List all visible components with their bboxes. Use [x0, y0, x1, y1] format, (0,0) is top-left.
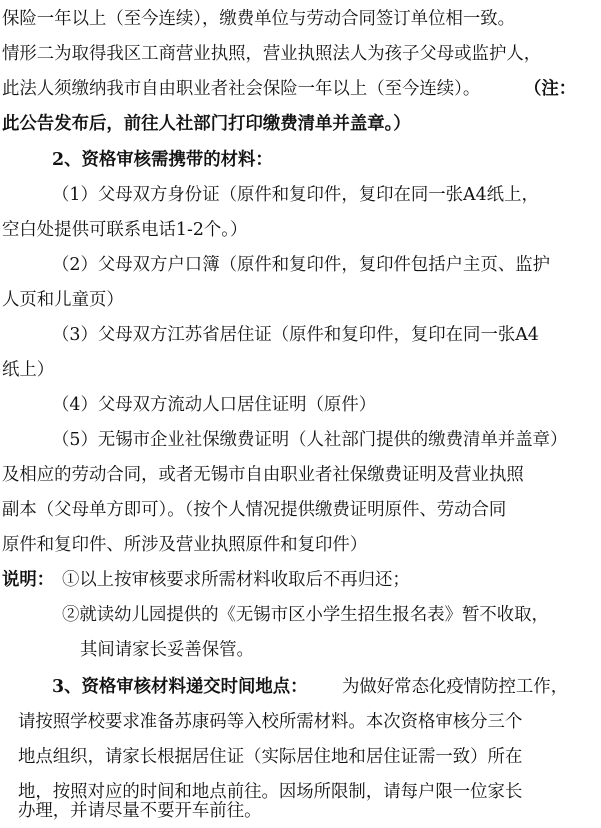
text-line: 人页和儿童页） [2, 290, 124, 310]
list-item: （1）父母双方身份证（原件和复印件，复印在同一张A4纸上， [52, 185, 539, 205]
text-line: 原件和复印件、所涉及营业执照原件和复印件） [2, 535, 368, 555]
explanation-label: 说明： [2, 570, 55, 590]
text-line: 空白处提供可联系电话1-2个。） [2, 220, 248, 240]
text-line: 地点组织，请家长根据居住证（实际居住地和居住证需一致）所在 [18, 747, 523, 767]
text-line: 纸上） [2, 360, 55, 380]
text-line: 请按照学校要求准备苏康码等入校所需材料。本次资格审核分三个 [18, 712, 523, 732]
explanation-item: ①以上按审核要求所需材料收取后不再归还； [62, 570, 410, 590]
text-line: 副本（父母单方即可）。（按个人情况提供缴费证明原件、劳动合同 [2, 500, 507, 520]
text-line: 情形二为取得我区工商营业执照，营业执照法人为孩子父母或监护人， [2, 44, 542, 64]
list-item: （3）父母双方江苏省居住证（原件和复印件，复印在同一张A4 [52, 325, 539, 345]
list-item: （4）父母双方流动人口居住证明（原件） [52, 395, 377, 415]
list-item: （5）无锡市企业社保缴费证明（人社部门提供的缴费清单并盖章） [52, 430, 568, 450]
text-line: 其间请家长妥善保管。 [80, 640, 254, 660]
note-label: （注： [524, 79, 577, 99]
text-line: 办理，并请尽量不要开车前往。 [18, 801, 262, 821]
section-heading-submission: 3、资格审核材料递交时间地点： [52, 677, 308, 697]
text-line: 及相应的劳动合同，或者无锡市自由职业者社保缴费证明及营业执照 [2, 465, 524, 485]
list-item: （2）父母双方户口簿（原件和复印件，复印件包括户主页、监护 [52, 255, 551, 275]
explanation-item: ②就读幼儿园提供的《无锡市区小学生招生报名表》暂不收取， [62, 605, 549, 625]
text-line: 为做好常态化疫情防控工作， [342, 677, 569, 697]
section-heading-materials: 2、资格审核需携带的材料： [52, 150, 273, 170]
text-line: 此法人须缴纳我市自由职业者社会保险一年以上（至今连续）。 [2, 79, 481, 99]
text-line: 地，按照对应的时间和地点前往。因场所限制，请每户限一位家长 [18, 782, 523, 802]
note-text: 此公告发布后，前往人社部门打印缴费清单并盖章。） [2, 114, 411, 134]
text-line: 保险一年以上（至今连续），缴费单位与劳动合同签订单位相一致。 [2, 9, 516, 29]
